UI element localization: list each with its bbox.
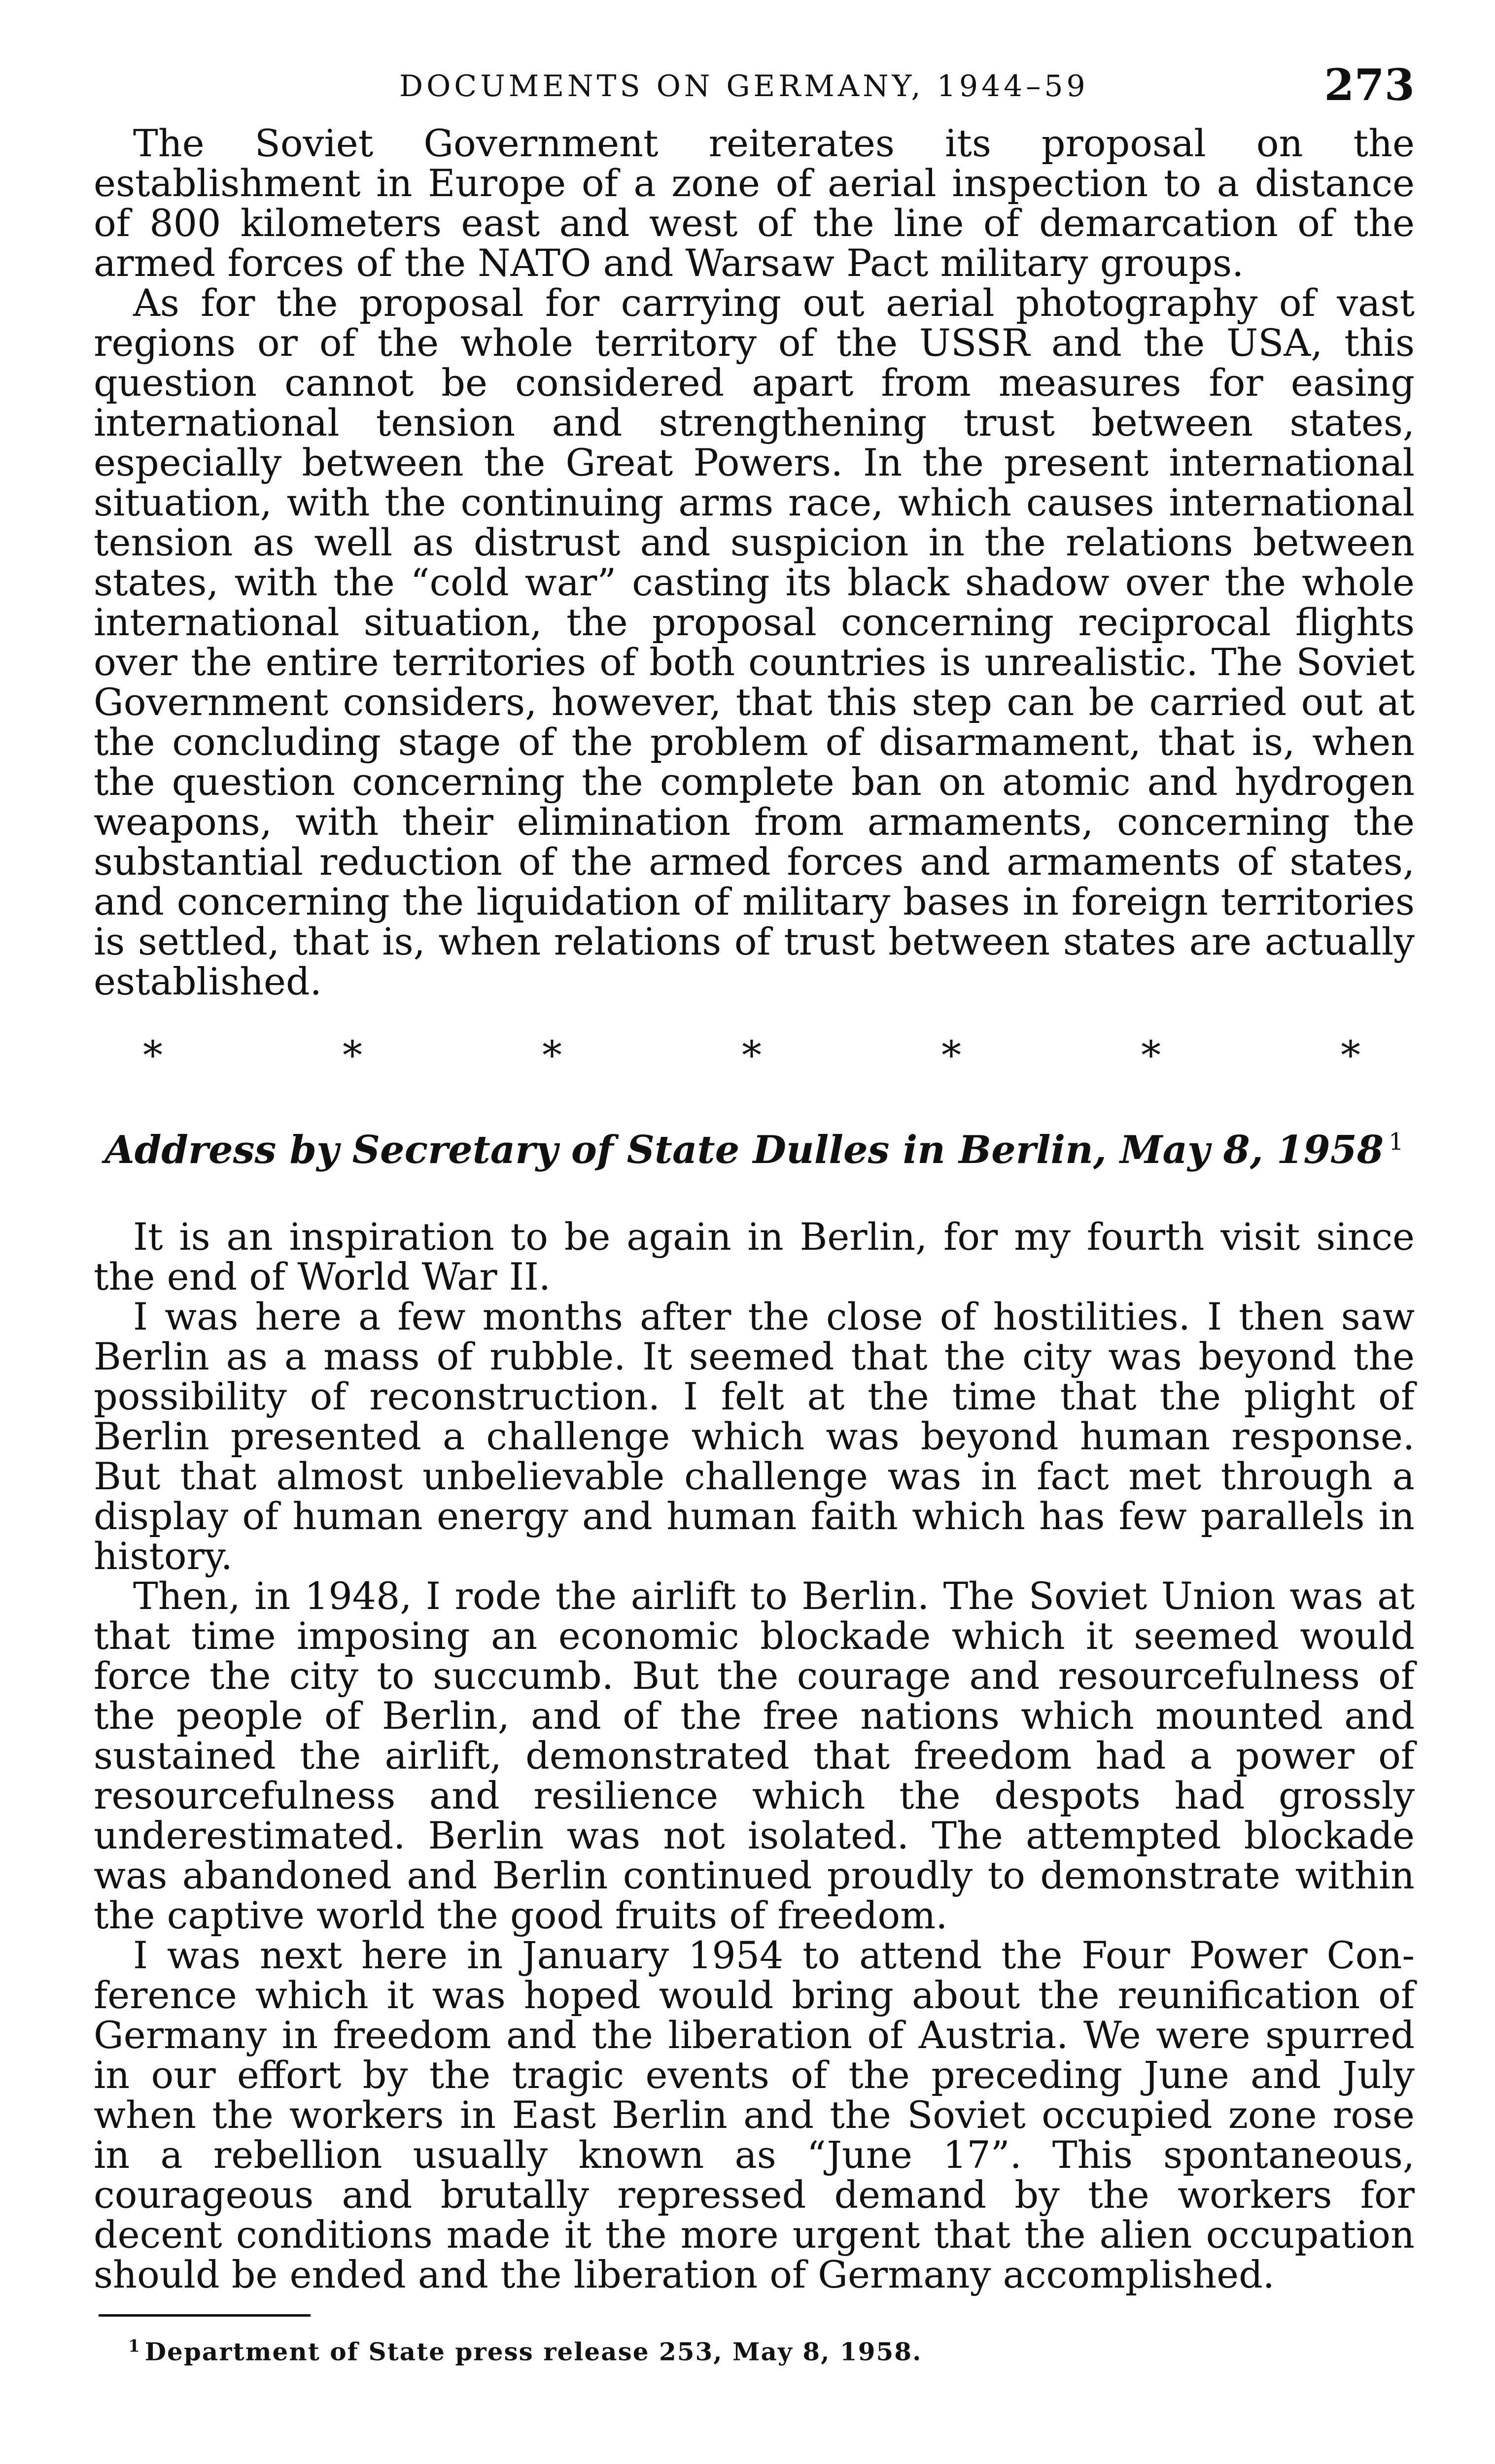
document-page (94, 59, 1415, 2415)
paragraph: It is an inspiration to be again in Berlin, for my fourth visit since the end of World War II. (94, 1215, 1415, 1299)
separator-star: * (542, 1032, 562, 1078)
section-heading-text: Address by Secretary of State Dulles in Berlin, May 8, 1958 (104, 1128, 1384, 1172)
separator-star: * (742, 1032, 762, 1078)
paragraph: The Soviet Government reiterates its proposal on the establishment in Europe of a zone of aerial inspection to a distance of 800 kilometers east and west of the line of demarcation of the armed forces of the NATO and Warsaw Pact military groups. (94, 121, 1415, 285)
footnote-reference: 1 (1389, 1128, 1404, 1156)
footnote-rule (99, 2314, 311, 2317)
paragraph: I was next here in January 1954 to attend the Four Power Conference which it was hoped would bring about the reunification of Germany in freedom and the liberation of Austria. We were spurred in our effort by the tragic events of the preceding June and July when the workers in East Berlin and the Soviet occupied zone rose in a rebellion usually known as “June 17”. This spontaneous, courageous and brutally repressed demand by the workers for decent conditions made it the more urgent that the alien occupation should be ended and the liberation of Germany accomplished. (94, 1933, 1415, 2296)
separator-star: * (1341, 1032, 1360, 1078)
footnote (128, 2336, 1415, 2366)
section-separator (143, 1032, 1360, 1078)
section-one (94, 123, 1415, 1001)
page-number: 273 (1324, 59, 1415, 110)
paragraph: I was here a few months after the close of hostilities. I then saw Berlin as a mass of rubble. It seemed that the city was beyond the possibility of reconstruction. I felt at the time that the plight of Berlin presented a challenge which was beyond human response. But that almost unbelievable challenge was in fact met through a display of human energy and human faith which has few parallels in history. (94, 1295, 1415, 1578)
section-two (94, 1217, 1415, 2294)
footnote-text: Department of State press release 253, May 8, 1958. (144, 2337, 922, 2366)
paragraph: As for the proposal for carrying out aerial photography of vast regions or of the whole territory of the USSR and the USA, this question cannot be considered apart from measures for easing international tension and strengthening trust between states, especially between the Great Powers. In the present international situation, with the continuing arms race, which causes international tension as well as distrust and suspicion in the relations between states, with the “cold war” casting its black shadow over the whole international situation, the proposal concerning reciprocal flights over the entire territories of both countries is unrealistic. The Soviet Government considers, however, that this step can be carried out at the concluding stage of the problem of disarmament, that is, when the question concerning the complete ban on atomic and hydrogen weapons, with their elimination from armaments, concerning the substantial reduction of the armed forces and armaments of states, and concerning the liquidation of military bases in foreign territories is settled, that is, when relations of trust between states are actually established. (94, 281, 1415, 1003)
paragraph: Then, in 1948, I rode the airlift to Berlin. The Soviet Union was at that time imposing an economic blockade which it seemed would force the city to succumb. But the courage and resourcefulness of the people of Berlin, and of the free nations which mounted and sustained the airlift, demonstrated that freedom had a power of resourcefulness and resilience which the despots had grossly underestimated. Berlin was not isolated. The attempted blockade was abandoned and Berlin continued proudly to demonstrate within the captive world the good fruits of freedom. (94, 1574, 1415, 1937)
running-head (94, 59, 1415, 123)
separator-star: * (941, 1032, 961, 1078)
running-title: DOCUMENTS ON GERMANY, 1944–59 (399, 69, 1089, 103)
separator-star: * (143, 1032, 163, 1078)
separator-star: * (343, 1032, 362, 1078)
section-heading (94, 1120, 1415, 1172)
separator-star: * (1141, 1032, 1161, 1078)
footnote-marker: 1 (128, 2336, 141, 2356)
